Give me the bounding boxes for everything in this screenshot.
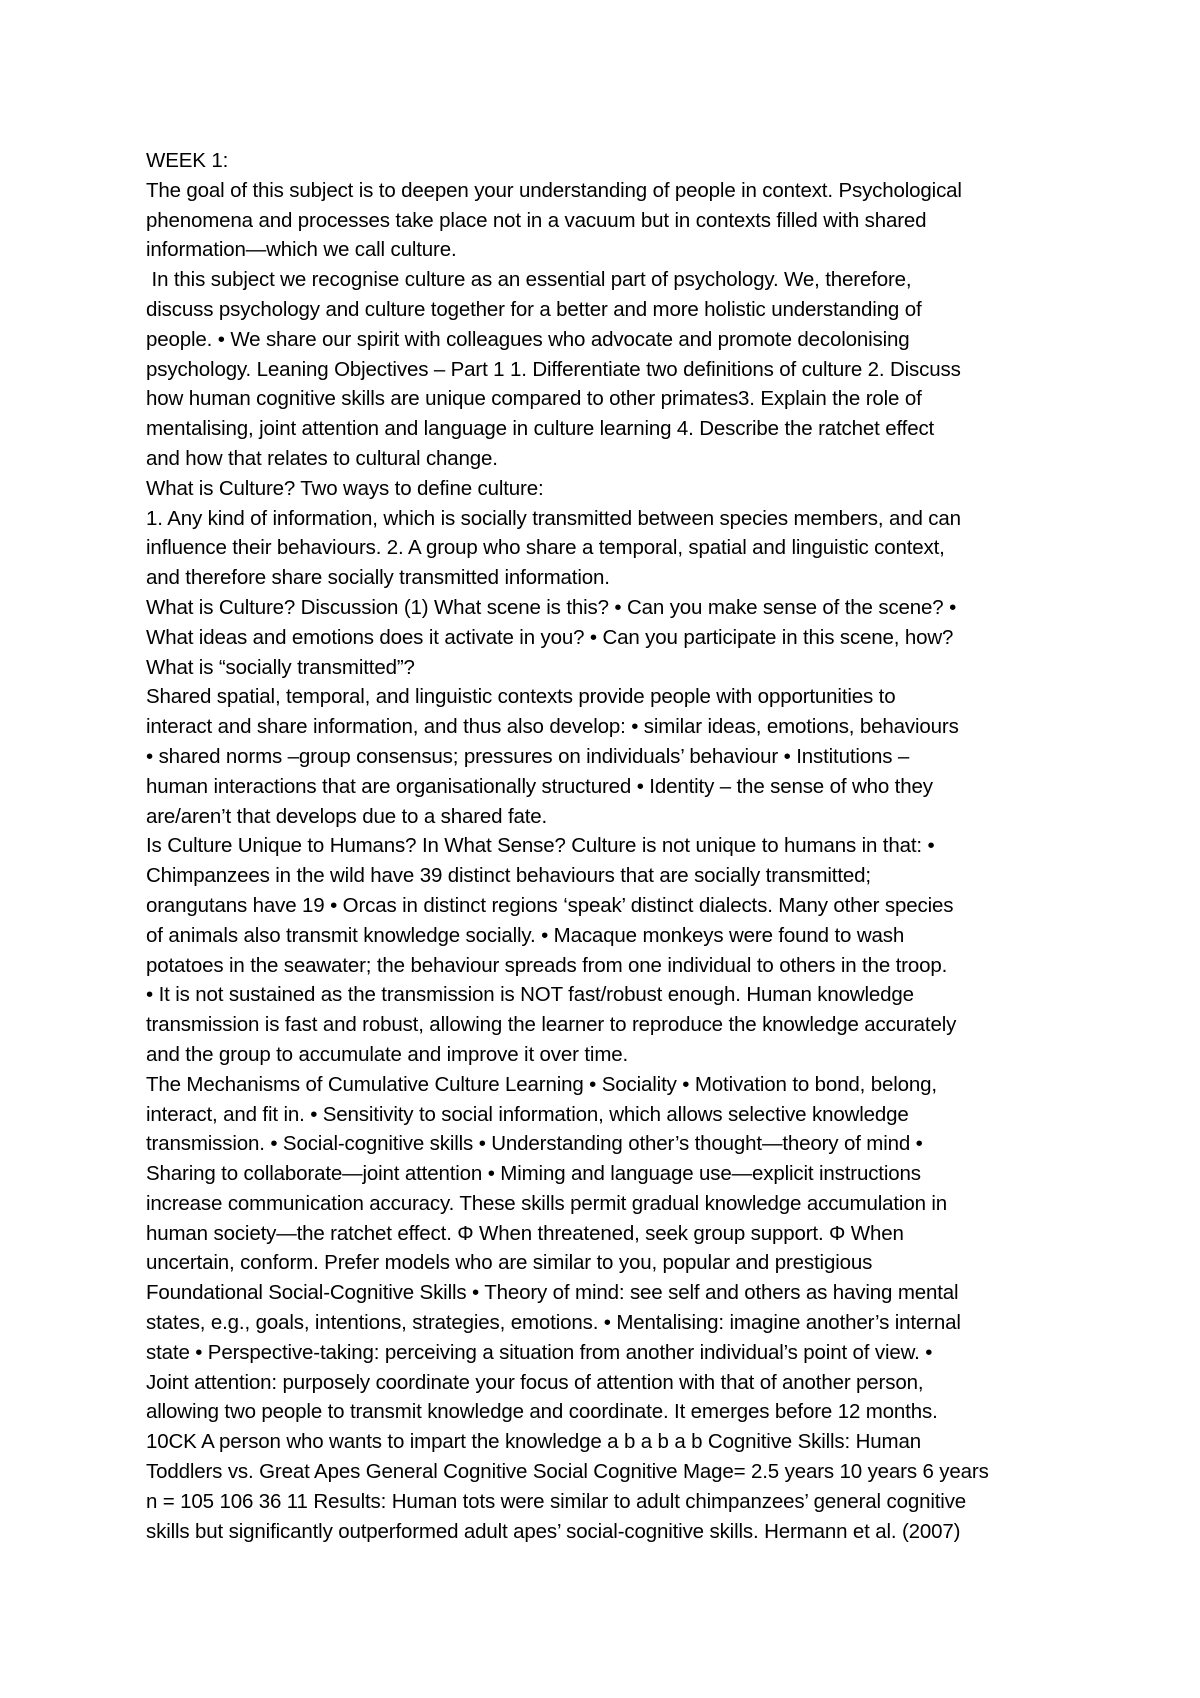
text-line: states, e.g., goals, intentions, strategies, emotions. • Mentalising: imagine another’s internal: [146, 1311, 961, 1335]
text-line: Sharing to collaborate—joint attention • Miming and language use—explicit instructions: [146, 1162, 921, 1186]
text-line: In this subject we recognise culture as an essential part of psychology. We, therefore,: [146, 268, 912, 292]
text-line: Shared spatial, temporal, and linguistic contexts provide people with opportunities to: [146, 685, 896, 709]
text-line: and therefore share socially transmitted information.: [146, 566, 610, 590]
text-line: Foundational Social-Cognitive Skills • Theory of mind: see self and others as having mental: [146, 1281, 959, 1305]
heading-week-1: WEEK 1:: [146, 149, 229, 172]
text-line: The Mechanisms of Cumulative Culture Learning • Sociality • Motivation to bond, belong,: [146, 1072, 937, 1096]
text-line: interact and share information, and thus also develop: • similar ideas, emotions, behaviours: [146, 715, 959, 739]
text-line: interact, and fit in. • Sensitivity to social information, which allows selective knowledge: [146, 1102, 909, 1126]
text-line: mentalising, joint attention and language in culture learning 4. Describe the ratchet effect: [146, 417, 935, 441]
text-line: Chimpanzees in the wild have 39 distinct behaviours that are socially transmitted;: [146, 864, 871, 888]
text-line: What is “socially transmitted”?: [146, 655, 415, 679]
text-line: transmission is fast and robust, allowing the learner to reproduce the knowledge accurately: [146, 1013, 957, 1037]
text-line: n = 105 106 36 11 Results: Human tots were similar to adult chimpanzees’ general cognitive: [146, 1489, 967, 1513]
text-line: and the group to accumulate and improve it over time.: [146, 1042, 629, 1066]
text-line: The goal of this subject is to deepen your understanding of people in context. Psychological: [146, 178, 962, 202]
text-line: information—which we call culture.: [146, 238, 457, 262]
text-line: Is Culture Unique to Humans? In What Sense? Culture is not unique to humans in that: •: [146, 834, 935, 858]
text-line: What is Culture? Two ways to define culture:: [146, 476, 544, 500]
text-line: human interactions that are organisationally structured • Identity – the sense of who they: [146, 774, 933, 798]
text-line: skills but significantly outperformed adult apes’ social-cognitive skills. Hermann et al. (2007): [146, 1519, 961, 1543]
text-line: state • Perspective-taking: perceiving a situation from another individual’s point of view. •: [146, 1340, 933, 1364]
text-line: Joint attention: purposely coordinate your focus of attention with that of another person,: [146, 1370, 924, 1394]
text-line: discuss psychology and culture together for a better and more holistic understanding of: [146, 297, 922, 321]
text-line: human society—the ratchet effect. Φ When threatened, seek group support. Φ When: [146, 1221, 904, 1245]
text-line: how human cognitive skills are unique compared to other primates3. Explain the role of: [146, 387, 922, 411]
text-line: uncertain, conform. Prefer models who are similar to you, popular and prestigious: [146, 1251, 873, 1275]
text-line: What is Culture? Discussion (1) What scene is this? • Can you make sense of the scene? •: [146, 595, 957, 619]
text-line: increase communication accuracy. These skills permit gradual knowledge accumulation in: [146, 1191, 948, 1215]
text-line: of animals also transmit knowledge socially. • Macaque monkeys were found to wash: [146, 923, 905, 947]
text-line: Toddlers vs. Great Apes General Cognitive Social Cognitive Mage= 2.5 years 10 years 6 years: [146, 1460, 989, 1484]
text-line: are/aren’t that develops due to a shared fate.: [146, 804, 548, 828]
document-body: [146, 146, 1076, 1546]
text-line: phenomena and processes take place not in a vacuum but in contexts filled with shared: [146, 208, 927, 232]
text-line: transmission. • Social-cognitive skills • Understanding other’s thought—theory of mind •: [146, 1132, 923, 1156]
text-line: What ideas and emotions does it activate in you? • Can you participate in this scene, how?: [146, 625, 954, 649]
text-line: orangutans have 19 • Orcas in distinct regions ‘speak’ distinct dialects. Many other species: [146, 893, 954, 917]
text-line: influence their behaviours. 2. A group who share a temporal, spatial and linguistic context,: [146, 536, 945, 560]
text-line: 10CK A person who wants to impart the knowledge a b a b a b Cognitive Skills: Human: [146, 1430, 921, 1454]
text-line: and how that relates to cultural change.: [146, 446, 498, 470]
text-line: people. • We share our spirit with colleagues who advocate and promote decolonising: [146, 327, 910, 351]
text-line: allowing two people to transmit knowledge and coordinate. It emerges before 12 months.: [146, 1400, 938, 1424]
text-line: psychology. Leaning Objectives – Part 1 1. Differentiate two definitions of culture 2. Discuss: [146, 357, 961, 381]
text-line: • It is not sustained as the transmission is NOT fast/robust enough. Human knowledge: [146, 983, 914, 1007]
text-line: potatoes in the seawater; the behaviour spreads from one individual to others in the troop.: [146, 953, 948, 977]
text-line: • shared norms –group consensus; pressures on individuals’ behaviour • Institutions –: [146, 744, 910, 768]
text-line: 1. Any kind of information, which is socially transmitted between species members, and can: [146, 506, 961, 530]
